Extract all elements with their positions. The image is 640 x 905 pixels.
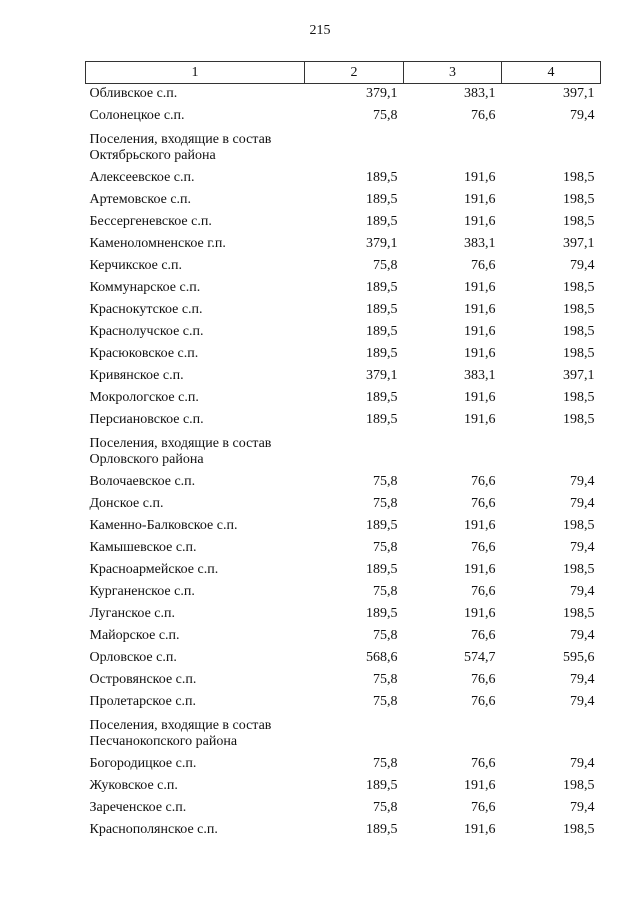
empty-cell — [404, 434, 502, 474]
value-col-3: 191,6 — [464, 346, 496, 361]
value-col-2: 379,1 — [366, 368, 398, 383]
value-col-4: 79,4 — [570, 540, 595, 555]
value-col-3: 76,6 — [471, 540, 496, 555]
value-col-4: 198,5 — [563, 302, 595, 317]
section-heading-row — [86, 434, 601, 474]
settlement-name: Краснокутское с.п. — [89, 302, 203, 317]
settlement-name: Курганенское с.п. — [89, 584, 195, 599]
table-row — [86, 584, 601, 606]
settlement-name: Волочаевское с.п. — [89, 474, 196, 489]
value-col-2: 189,5 — [366, 822, 398, 837]
value-col-2: 189,5 — [366, 192, 398, 207]
value-col-2: 75,8 — [373, 756, 398, 771]
header-cell-col-4: 4 — [502, 62, 601, 84]
value-col-2: 189,5 — [366, 280, 398, 295]
empty-cell — [404, 130, 502, 170]
settlement-name: Коммунарское с.п. — [89, 280, 201, 295]
section-heading-row — [86, 130, 601, 170]
table-row — [86, 258, 601, 280]
value-col-3: 76,6 — [471, 628, 496, 643]
value-col-2: 75,8 — [373, 108, 398, 123]
settlement-name: Донское с.п. — [89, 496, 164, 511]
value-col-4: 79,4 — [570, 258, 595, 273]
settlement-name: Кривянское с.п. — [89, 368, 184, 383]
value-col-2: 75,8 — [373, 800, 398, 815]
settlement-name: Артемовское с.п. — [89, 192, 192, 207]
value-col-4: 198,5 — [563, 214, 595, 229]
table-row — [86, 346, 601, 368]
value-col-4: 397,1 — [563, 236, 595, 251]
value-col-2: 75,8 — [373, 474, 398, 489]
table-row — [86, 192, 601, 214]
empty-cell — [502, 434, 601, 474]
page-number: 215 — [309, 23, 331, 38]
table-row — [86, 628, 601, 650]
table-row — [86, 672, 601, 694]
value-col-4: 198,5 — [563, 606, 595, 621]
value-col-4: 198,5 — [563, 390, 595, 405]
value-col-3: 383,1 — [464, 86, 496, 101]
value-col-3: 191,6 — [464, 390, 496, 405]
value-col-3: 191,6 — [464, 562, 496, 577]
value-col-2: 189,5 — [366, 606, 398, 621]
settlement-name: Керчикское с.п. — [89, 258, 183, 273]
value-col-2: 379,1 — [366, 236, 398, 251]
table-body — [86, 84, 601, 845]
table-row — [86, 84, 601, 109]
value-col-2: 379,1 — [366, 86, 398, 101]
value-col-4: 595,6 — [563, 650, 595, 665]
value-col-3: 191,6 — [464, 822, 496, 837]
value-col-2: 189,5 — [366, 214, 398, 229]
settlement-name: Солонецкое с.п. — [89, 108, 185, 123]
table-row — [86, 474, 601, 496]
table-row — [86, 606, 601, 628]
header-cell-col-1: 1 — [86, 62, 305, 84]
value-col-3: 191,6 — [464, 192, 496, 207]
empty-cell — [502, 716, 601, 756]
value-col-4: 198,5 — [563, 280, 595, 295]
value-col-4: 198,5 — [563, 192, 595, 207]
value-col-4: 79,4 — [570, 756, 595, 771]
settlement-name: Красюковское с.п. — [89, 346, 199, 361]
settlement-name: Краснолучское с.п. — [89, 324, 204, 339]
section-heading: Поселения, входящие в состав Орловского района — [89, 436, 272, 467]
value-col-4: 79,4 — [570, 628, 595, 643]
settlement-name: Майорское с.п. — [89, 628, 180, 643]
value-col-4: 198,5 — [563, 778, 595, 793]
empty-cell — [305, 716, 404, 756]
table-row — [86, 236, 601, 258]
table-row — [86, 214, 601, 236]
settlement-name: Островянское с.п. — [89, 672, 197, 687]
value-col-3: 383,1 — [464, 368, 496, 383]
settlement-name: Камышевское с.п. — [89, 540, 197, 555]
value-col-4: 198,5 — [563, 412, 595, 427]
settlement-name: Жуковское с.п. — [89, 778, 178, 793]
table-row — [86, 280, 601, 302]
settlement-name: Зареченское с.п. — [89, 800, 187, 815]
value-col-3: 191,6 — [464, 324, 496, 339]
value-col-4: 79,4 — [570, 584, 595, 599]
table-row — [86, 302, 601, 324]
settlements-table — [85, 61, 601, 844]
value-col-2: 189,5 — [366, 778, 398, 793]
value-col-3: 383,1 — [464, 236, 496, 251]
value-col-2: 189,5 — [366, 324, 398, 339]
settlement-name: Обливское с.п. — [89, 86, 178, 101]
table-row — [86, 390, 601, 412]
table-row — [86, 496, 601, 518]
value-col-3: 191,6 — [464, 214, 496, 229]
table-row — [86, 778, 601, 800]
value-col-2: 189,5 — [366, 390, 398, 405]
value-col-2: 189,5 — [366, 412, 398, 427]
section-heading-row — [86, 716, 601, 756]
empty-cell — [305, 434, 404, 474]
settlement-name: Красноармейское с.п. — [89, 562, 219, 577]
value-col-3: 191,6 — [464, 518, 496, 533]
section-heading: Поселения, входящие в состав Октябрьского района — [89, 132, 272, 163]
value-col-2: 189,5 — [366, 518, 398, 533]
value-col-4: 79,4 — [570, 694, 595, 709]
table-row — [86, 108, 601, 130]
empty-cell — [404, 716, 502, 756]
value-col-2: 568,6 — [366, 650, 398, 665]
settlement-name: Орловское с.п. — [89, 650, 177, 665]
value-col-3: 76,6 — [471, 584, 496, 599]
settlement-name: Алексеевское с.п. — [89, 170, 195, 185]
header-cell-col-3: 3 — [404, 62, 502, 84]
settlement-name: Персиановское с.п. — [89, 412, 204, 427]
value-col-4: 198,5 — [563, 324, 595, 339]
value-col-4: 79,4 — [570, 496, 595, 511]
value-col-3: 76,6 — [471, 474, 496, 489]
table-row — [86, 518, 601, 540]
settlement-name: Богородицкое с.п. — [89, 756, 197, 771]
value-col-3: 76,6 — [471, 800, 496, 815]
value-col-4: 198,5 — [563, 518, 595, 533]
table-row — [86, 800, 601, 822]
value-col-2: 75,8 — [373, 540, 398, 555]
value-col-2: 75,8 — [373, 258, 398, 273]
table-row — [86, 324, 601, 346]
value-col-4: 79,4 — [570, 672, 595, 687]
value-col-4: 397,1 — [563, 368, 595, 383]
settlement-name: Бессергеневское с.п. — [89, 214, 212, 229]
section-heading: Поселения, входящие в состав Песчанокопского района — [89, 718, 272, 749]
table-row — [86, 170, 601, 192]
value-col-4: 198,5 — [563, 822, 595, 837]
value-col-4: 397,1 — [563, 86, 595, 101]
table-row — [86, 412, 601, 434]
empty-cell — [502, 130, 601, 170]
value-col-4: 79,4 — [570, 474, 595, 489]
header-cell-col-2: 2 — [305, 62, 404, 84]
value-col-3: 76,6 — [471, 108, 496, 123]
table-row — [86, 368, 601, 390]
settlement-name: Луганское с.п. — [89, 606, 175, 621]
value-col-4: 198,5 — [563, 346, 595, 361]
value-col-3: 191,6 — [464, 280, 496, 295]
value-col-3: 191,6 — [464, 412, 496, 427]
empty-cell — [305, 130, 404, 170]
table-header — [86, 62, 601, 84]
value-col-2: 75,8 — [373, 694, 398, 709]
value-col-2: 189,5 — [366, 346, 398, 361]
value-col-3: 76,6 — [471, 258, 496, 273]
value-col-3: 76,6 — [471, 672, 496, 687]
value-col-2: 75,8 — [373, 496, 398, 511]
header-row — [86, 62, 601, 84]
value-col-2: 189,5 — [366, 170, 398, 185]
value-col-3: 191,6 — [464, 606, 496, 621]
value-col-3: 191,6 — [464, 170, 496, 185]
table-row — [86, 650, 601, 672]
value-col-4: 198,5 — [563, 170, 595, 185]
value-col-3: 76,6 — [471, 496, 496, 511]
value-col-2: 189,5 — [366, 302, 398, 317]
value-col-2: 75,8 — [373, 672, 398, 687]
value-col-4: 79,4 — [570, 108, 595, 123]
value-col-2: 189,5 — [366, 562, 398, 577]
settlement-name: Мокрологское с.п. — [89, 390, 199, 405]
value-col-3: 191,6 — [464, 302, 496, 317]
value-col-3: 191,6 — [464, 778, 496, 793]
value-col-2: 75,8 — [373, 584, 398, 599]
table-row — [86, 540, 601, 562]
value-col-3: 76,6 — [471, 756, 496, 771]
settlement-name: Краснополянское с.п. — [89, 822, 218, 837]
settlement-name: Каменно-Балковское с.п. — [89, 518, 238, 533]
table-row — [86, 694, 601, 716]
value-col-2: 75,8 — [373, 628, 398, 643]
value-col-3: 574,7 — [464, 650, 496, 665]
table-row — [86, 756, 601, 778]
table-row — [86, 822, 601, 844]
value-col-4: 79,4 — [570, 800, 595, 815]
table-row — [86, 562, 601, 584]
settlement-name: Каменоломненское г.п. — [89, 236, 226, 251]
value-col-4: 198,5 — [563, 562, 595, 577]
settlement-name: Пролетарское с.п. — [89, 694, 197, 709]
value-col-3: 76,6 — [471, 694, 496, 709]
